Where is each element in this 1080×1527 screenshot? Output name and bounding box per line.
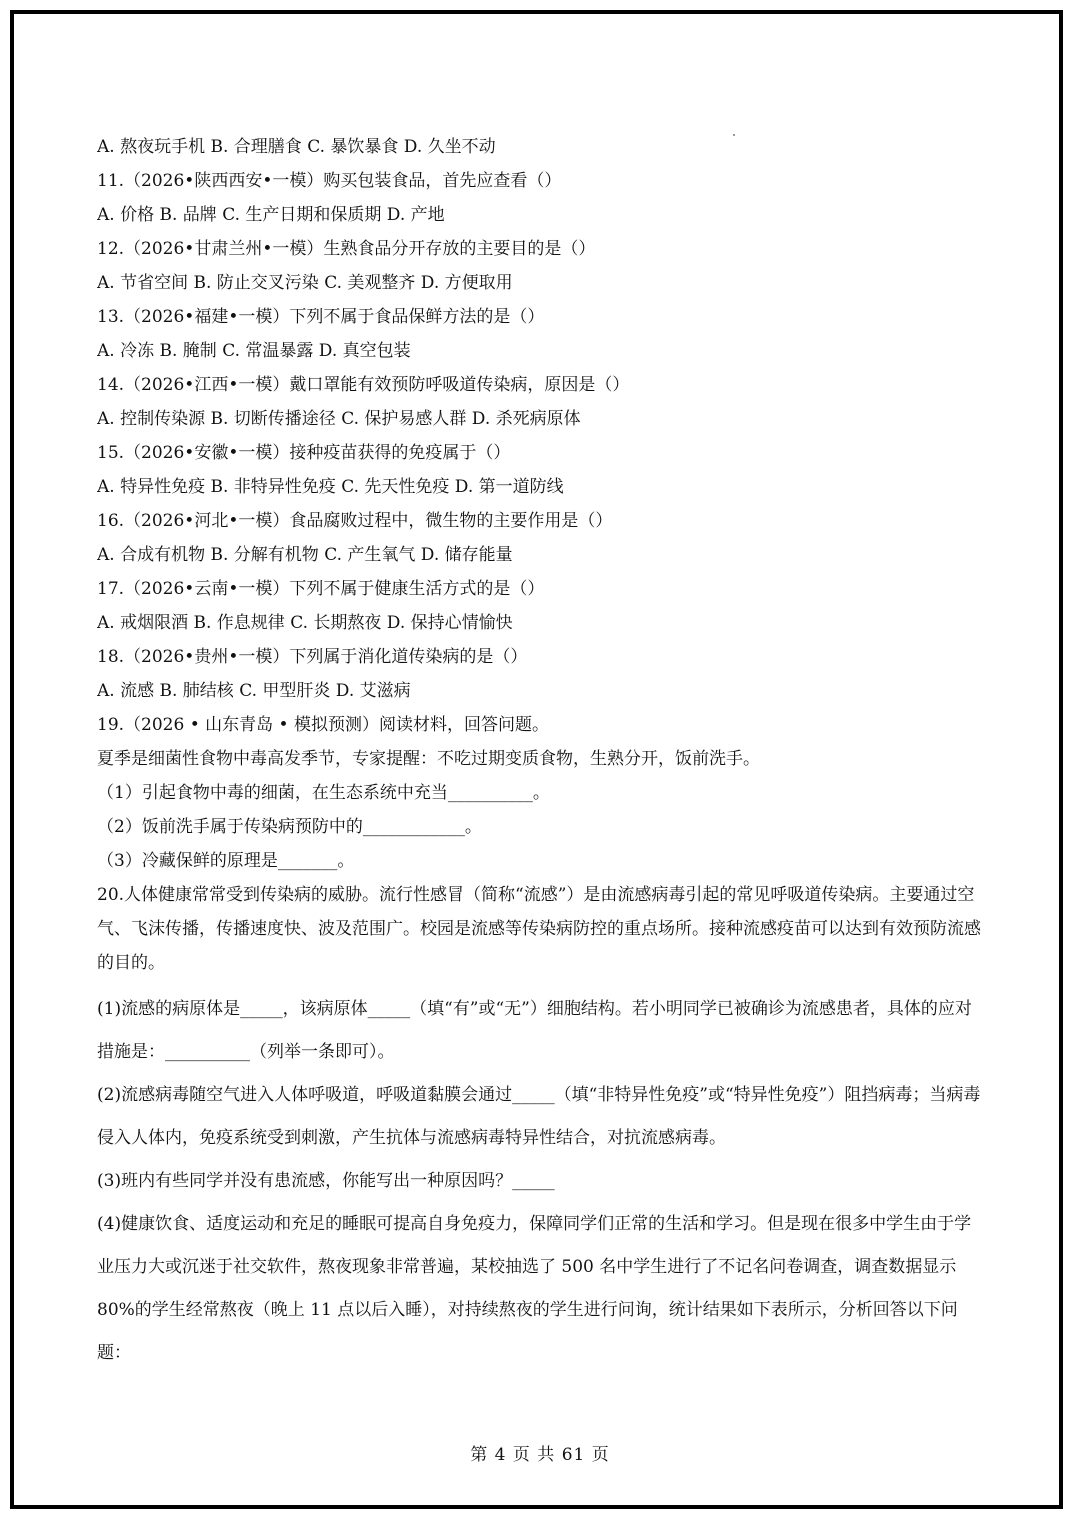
q17-stem: 17.（2026•云南•一模）下列不属于健康生活方式的是（） (97, 579, 545, 599)
q14-options: A. 控制传染源 B. 切断传播途径 C. 保护易感人群 D. 杀死病原体 (97, 409, 581, 429)
q20-part3: (3)班内有些同学并没有患流感，你能写出一种原因吗？_____ (97, 1171, 555, 1191)
q13-options: A. 冷冻 B. 腌制 C. 常温暴露 D. 真空包装 (97, 341, 411, 361)
q11-stem: 11.（2026•陕西西安•一模）购买包装食品，首先应查看（） (97, 171, 562, 191)
q16-stem: 16.（2026•河北•一模）食品腐败过程中，微生物的主要作用是（） (97, 511, 613, 531)
q12-options: A. 节省空间 B. 防止交叉污染 C. 美观整齐 D. 方便取用 (97, 273, 513, 293)
q11-options: A. 价格 B. 品牌 C. 生产日期和保质期 D. 产地 (97, 205, 445, 225)
q20-intro: 20.人体健康常常受到传染病的威胁。流行性感冒（简称“流感”）是由流感病毒引起的常见呼吸道传染病。主要通过空气、飞沫传播，传播速度快、波及范围广。校园是流感等传染病防控的重点场所。接种流感疫苗可以达到有效预防流感的目的。 (97, 885, 981, 973)
q19-material: 夏季是细菌性食物中毒高发季节，专家提醒：不吃过期变质食物，生熟分开，饭前洗手。 (97, 749, 760, 769)
q20-part1: (1)流感的病原体是_____，该病原体_____（填“有”或“无”）细胞结构。若小明同学已被确诊为流感患者，具体的应对措施是：__________（列举一条即可）。 (97, 999, 972, 1062)
q10-options: A. 熬夜玩手机 B. 合理膳食 C. 暴饮暴食 D. 久坐不动 (97, 137, 496, 157)
q14-stem: 14.（2026•江西•一模）戴口罩能有效预防呼吸道传染病，原因是（） (97, 375, 630, 395)
q17-options: A. 戒烟限酒 B. 作息规律 C. 长期熬夜 D. 保持心情愉快 (97, 613, 513, 633)
q16-options: A. 合成有机物 B. 分解有机物 C. 产生氧气 D. 储存能量 (97, 545, 513, 565)
q13-stem: 13.（2026•福建•一模）下列不属于食品保鲜方法的是（） (97, 307, 545, 327)
q12-stem: 12.（2026•甘肃兰州•一模）生熟食品分开存放的主要目的是（） (97, 239, 596, 259)
q19-part3: （3）冷藏保鲜的原理是_______。 (97, 851, 355, 871)
q18-options: A. 流感 B. 肺结核 C. 甲型肝炎 D. 艾滋病 (97, 681, 411, 701)
page-number: 第 4 页 共 61 页 (470, 1445, 610, 1465)
q20-part4: (4)健康饮食、适度运动和充足的睡眠可提高自身免疫力，保障同学们正常的生活和学习。但是现在很多中学生由于学业压力大或沉迷于社交软件，熬夜现象非常普遍，某校抽选了 500 名中学生进行了不记名问卷调查，调查数据显示 80%的学生经常熬夜（晚上 11 点以后入睡），对持续熬夜的学生进行问询，统计结果如下表所示，分析回答以下问题： (97, 1214, 972, 1363)
q19-part1: （1）引起食物中毒的细菌，在生态系统中充当__________。 (97, 783, 550, 803)
q15-stem: 15.（2026•安徽•一模）接种疫苗获得的免疫属于（） (97, 443, 511, 463)
page-content (97, 130, 987, 1375)
q19-stem: 19.（2026 • 山东青岛 • 模拟预测）阅读材料，回答问题。 (97, 715, 549, 735)
q20-part2: (2)流感病毒随空气进入人体呼吸道，呼吸道黏膜会通过_____（填“非特异性免疫”或“特异性免疫”）阻挡病毒；当病毒侵入人体内，免疫系统受到刺激，产生抗体与流感病毒特异性结合，对抗流感病毒。 (97, 1085, 981, 1148)
q15-options: A. 特异性免疫 B. 非特异性免疫 C. 先天性免疫 D. 第一道防线 (97, 477, 564, 497)
q19-part2: （2）饭前洗手属于传染病预防中的____________。 (97, 817, 482, 837)
q18-stem: 18.（2026•贵州•一模）下列属于消化道传染病的是（） (97, 647, 528, 667)
